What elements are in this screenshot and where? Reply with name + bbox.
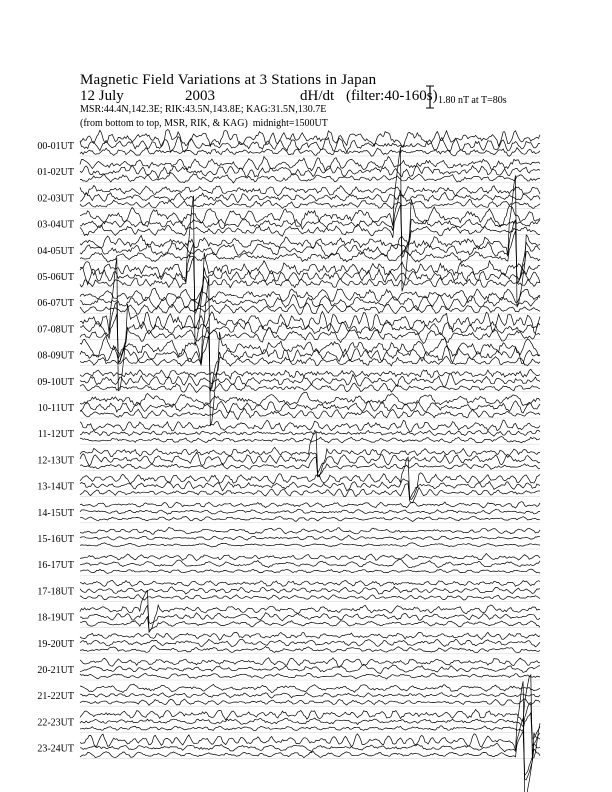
row-label-20-21UT: 20-21UT	[37, 665, 74, 676]
row-label-15-16UT: 15-16UT	[37, 534, 74, 545]
row-label-02-03UT: 02-03UT	[37, 193, 74, 205]
trace-MSR-02-03UT	[80, 199, 540, 208]
trace-MSR-06-07UT	[80, 303, 540, 315]
trace-MSR-14-15UT	[80, 516, 540, 521]
trace-MSR-21-22UT	[80, 699, 540, 705]
trace-KAG-09-10UT	[80, 369, 540, 379]
trace-RIK-20-21UT	[80, 664, 540, 673]
trace-RIK-18-19UT	[80, 605, 540, 623]
trace-MSR-16-17UT	[80, 569, 540, 573]
row-label-21-22UT: 21-22UT	[37, 691, 74, 703]
order-note-text: (from bottom to top, MSR, RIK, & KAG)	[80, 118, 248, 129]
trace-MSR-20-21UT	[80, 673, 540, 679]
trace-KAG-05-06UT	[80, 196, 540, 346]
row-label-04-05UT: 04-05UT	[37, 245, 74, 257]
row-label-01-02UT: 01-02UT	[37, 167, 74, 179]
stations-label: MSR:44.4N,142.3E; RIK:43.5N,143.8E; KAG:31.5N,130.7E	[80, 104, 327, 115]
row-label-12-13UT: 12-13UT	[37, 455, 74, 467]
row-label-22-23UT: 22-23UT	[37, 717, 74, 729]
trace-KAG-16-17UT	[80, 554, 540, 561]
row-label-03-04UT: 03-04UT	[37, 219, 74, 231]
trace-MSR-17-18UT	[80, 595, 540, 601]
trace-RIK-22-23UT	[80, 703, 540, 739]
trace-MSR-19-20UT	[80, 646, 540, 653]
chart-title: Magnetic Field Variations at 3 Stations in Japan	[80, 72, 377, 88]
row-label-08-09UT: 08-09UT	[37, 350, 74, 362]
trace-MSR-15-16UT	[80, 543, 540, 547]
trace-RIK-14-15UT	[80, 509, 540, 514]
trace-RIK-21-22UT	[80, 693, 540, 699]
trace-MSR-11-12UT	[80, 437, 540, 443]
trace-KAG-07-08UT	[80, 258, 540, 391]
row-label-07-08UT: 07-08UT	[37, 324, 74, 336]
row-label-13-14UT: 13-14UT	[37, 481, 74, 493]
trace-KAG-19-20UT	[80, 632, 540, 640]
trace-RIK-23-24UT	[80, 718, 540, 775]
trace-RIK-19-20UT	[80, 639, 540, 647]
row-label-00-01UT: 00-01UT	[37, 141, 74, 152]
trace-MSR-00-01UT	[80, 148, 540, 157]
row-label-06-07UT: 06-07UT	[37, 298, 74, 310]
row-label-23-24UT: 23-24UT	[37, 743, 74, 755]
year-label: 2003	[185, 88, 215, 104]
trace-MSR-01-02UT	[80, 172, 540, 183]
filter-label: (filter:40-160s)	[346, 88, 438, 104]
trace-KAG-00-01UT	[80, 130, 540, 147]
trace-RIK-15-16UT	[80, 535, 540, 540]
trace-RIK-16-17UT	[80, 559, 540, 568]
row-label-19-20UT: 19-20UT	[37, 638, 74, 650]
trace-KAG-17-18UT	[80, 580, 540, 586]
trace-RIK-09-10UT	[80, 374, 540, 387]
trace-KAG-10-11UT	[80, 392, 540, 407]
trace-KAG-20-21UT	[80, 658, 540, 668]
scale-label: 1.80 nT at T=80s	[438, 95, 507, 106]
row-label-17-18UT: 17-18UT	[37, 586, 74, 598]
trace-RIK-17-18UT	[80, 587, 540, 595]
row-label-18-19UT: 18-19UT	[37, 612, 74, 624]
scale-bar	[426, 86, 434, 108]
trace-RIK-11-12UT	[80, 430, 540, 436]
trace-RIK-13-14UT	[80, 479, 540, 499]
row-label-14-15UT: 14-15UT	[37, 507, 74, 519]
trace-MSR-08-09UT	[80, 335, 540, 388]
trace-KAG-11-12UT	[80, 420, 540, 432]
midnight-label: midnight=1500UT	[252, 118, 328, 129]
trace-KAG-15-16UT	[80, 527, 540, 534]
row-label-09-10UT: 09-10UT	[37, 376, 74, 388]
trace-KAG-23-24UT	[80, 681, 540, 792]
trace-MSR-23-24UT	[80, 731, 540, 780]
row-label-05-06UT: 05-06UT	[37, 272, 74, 283]
date-label: 12 July	[80, 88, 124, 104]
row-label-16-17UT: 16-17UT	[37, 560, 74, 572]
row-label-10-11UT: 10-11UT	[37, 403, 74, 414]
trace-MSR-05-06UT	[80, 258, 540, 312]
row-label-11-12UT: 11-12UT	[37, 429, 74, 441]
trace-KAG-14-15UT	[80, 502, 540, 508]
quantity-label: dH/dt	[300, 88, 335, 104]
trace-MSR-04-05UT	[80, 231, 540, 282]
trace-KAG-21-22UT	[80, 684, 540, 692]
